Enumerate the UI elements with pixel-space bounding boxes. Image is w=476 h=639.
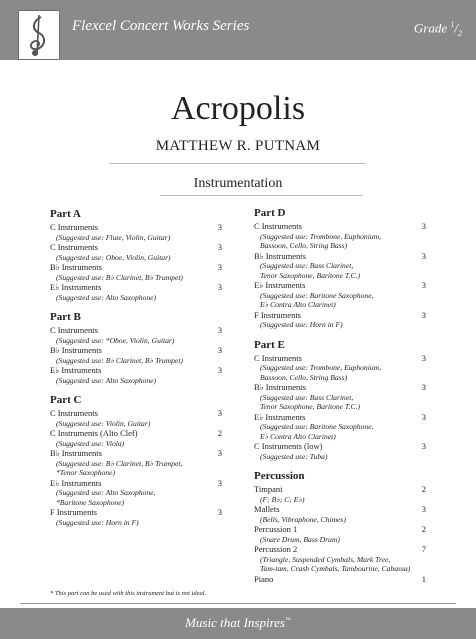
part-count: 3 — [217, 282, 222, 292]
suggested-use: (Suggested use: Tuba) — [260, 451, 328, 461]
instrument-name: Percussion 2 — [254, 544, 298, 554]
suggested-use: (Suggested use: Horn in F) — [260, 320, 343, 329]
instrument-name: C Instruments — [50, 325, 98, 335]
part-c — [50, 394, 222, 527]
grade-word: Grade — [413, 20, 448, 36]
instrument-name: F Instruments — [50, 507, 97, 517]
instrument-entry — [50, 222, 222, 242]
part-count: 3 — [421, 441, 426, 451]
part-b — [50, 311, 222, 385]
instrument-name: C Instruments — [50, 242, 98, 252]
instrument-name: E♭ Instruments — [254, 280, 306, 290]
part-count: 3 — [421, 382, 426, 392]
instrument-name: Mallets — [254, 504, 280, 514]
suggested-use: (Suggested use: *Oboe, Violin, Guitar) — [56, 335, 175, 345]
part-title: Part E — [254, 338, 285, 351]
suggested-use: (Suggested use: Bass Clarinet, Tenor Saxophone, Baritone T.C.) — [260, 261, 360, 280]
suggested-use: (Bells, Vibraphone, Chimes) — [260, 514, 346, 524]
part-count: 3 — [421, 309, 426, 320]
instrument-entry — [50, 282, 222, 302]
suggested-use: (Suggested use: Alto Saxophone) — [56, 292, 157, 302]
part-count: 3 — [421, 504, 426, 514]
part-title: Part C — [50, 394, 82, 406]
grade-label: Grade $^1/_2$ — [413, 20, 462, 38]
suggested-use: (Suggested use: Oboe, Violin, Guitar) — [56, 252, 171, 262]
instrument-entry — [254, 574, 426, 585]
instrument-entry — [254, 412, 426, 442]
footer-rule — [20, 603, 456, 604]
footer-tagline — [0, 615, 476, 631]
instrument-name: B♭ Instruments — [254, 250, 306, 261]
part-count: 3 — [217, 345, 222, 355]
instrument-name: B♭ Instruments — [50, 448, 102, 458]
instrument-entry — [254, 251, 426, 281]
suggested-use: (Suggested use: B♭ Clarinet, B♭ Trumpet) — [56, 355, 183, 365]
grade-denominator: 2 — [458, 28, 462, 38]
instrument-entry — [50, 365, 222, 385]
instrument-entry — [50, 242, 222, 262]
part-count: 3 — [421, 250, 426, 261]
series-title: Flexcel Concert Works Series — [72, 18, 250, 34]
part-count: 3 — [217, 408, 222, 418]
instrument-entry — [254, 504, 426, 524]
part-count: 2 — [421, 524, 426, 534]
instrument-name: Piano — [254, 573, 274, 584]
suggested-use: (Suggested use: Flute, Violin, Guitar) — [56, 232, 171, 242]
part-count: 7 — [421, 544, 426, 554]
instrument-entry — [254, 280, 426, 310]
suggested-use: (Suggested use: Horn in F) — [56, 517, 139, 527]
part-count: 3 — [217, 477, 222, 488]
part-count: 3 — [217, 262, 222, 272]
part-e — [254, 339, 426, 462]
part-count: 3 — [421, 352, 426, 363]
part-percussion — [254, 470, 426, 584]
part-count: 3 — [421, 280, 426, 290]
part-a — [50, 208, 222, 302]
divider — [160, 195, 362, 196]
instrument-entry — [50, 325, 222, 345]
footnote: * This part can be used with this instrument but is not ideal. — [50, 590, 207, 597]
part-title: Percussion — [254, 470, 305, 482]
piece-title: Acropolis — [170, 90, 306, 127]
instrument-name: B♭ Instruments — [254, 382, 306, 392]
instrument-entry — [50, 408, 222, 428]
instrument-entry — [254, 544, 426, 574]
instrument-entry — [50, 448, 222, 478]
suggested-use: (Triangle, Suspended Cymbals, Mark Tree, Tam-tam, Crash Cymbals, Tambourine, Cabassa) — [260, 554, 411, 573]
instrument-entry — [254, 524, 426, 544]
part-count: 3 — [217, 448, 222, 458]
part-count: 3 — [217, 242, 222, 252]
tagline-text: Music that Inspires — [185, 615, 285, 630]
instrument-name: E♭ Instruments — [254, 411, 306, 422]
part-count: 1 — [421, 573, 426, 584]
suggested-use: (Suggested use: Viola) — [56, 438, 125, 448]
series-logo — [18, 10, 60, 60]
instrument-entry — [50, 478, 222, 508]
instrument-entry — [254, 441, 426, 461]
suggested-use: (F; B♭; C; E♭) — [260, 494, 305, 504]
right-column — [254, 207, 426, 593]
suggested-use: (Snare Drum, Bass Drum) — [260, 534, 340, 544]
suggested-use: (Suggested use: B♭ Clarinet, B♭ Trumpet) — [56, 272, 183, 282]
suggested-use: (Suggested use: B♭ Clarinet, B♭ Trumpet, *Tenor Saxophone) — [56, 458, 183, 477]
part-count: 3 — [421, 411, 426, 422]
instrument-name: E♭ Instruments — [50, 282, 102, 292]
left-column — [50, 208, 222, 536]
instrument-name: C Instruments — [254, 352, 302, 363]
instrument-name: C Instruments — [50, 222, 98, 232]
instrument-name: C Instruments (low) — [254, 441, 323, 451]
instrumentation-heading: Instrumentation — [193, 176, 283, 191]
instrument-entry — [254, 484, 426, 504]
suggested-use: (Suggested use: Violin, Guitar) — [56, 418, 151, 428]
part-count: 2 — [217, 428, 222, 438]
suggested-use: (Suggested use: Bass Clarinet, Tenor Saxophone, Baritone T.C.) — [260, 392, 360, 411]
instrument-name: E♭ Instruments — [50, 365, 102, 375]
instrument-entry — [254, 353, 426, 383]
instrument-entry — [254, 221, 426, 251]
part-count: 3 — [217, 325, 222, 335]
part-count: 3 — [421, 221, 426, 231]
instrument-name: Percussion 1 — [254, 524, 298, 534]
instrument-entry — [254, 310, 426, 330]
instrument-name: C Instruments (Alto Clef) — [50, 428, 138, 438]
divider — [110, 163, 366, 164]
suggested-use: (Suggested use: Trombone, Euphonium, Bassoon, Cello, String Bass) — [260, 231, 381, 250]
suggested-use: (Suggested use: Baritone Saxophone, E♭ Contra Alto Clarinet) — [260, 290, 374, 309]
part-d — [254, 207, 426, 330]
suggested-use: (Suggested use: Alto Saxophone, *Baritone Saxophone) — [56, 488, 156, 507]
grade-numerator: 1 — [450, 20, 455, 29]
part-title: Part B — [50, 311, 81, 323]
part-title: Part A — [50, 208, 81, 220]
part-count: 3 — [217, 365, 222, 375]
instrument-entry — [50, 262, 222, 282]
part-count: 3 — [217, 507, 222, 517]
part-count: 3 — [217, 222, 222, 232]
instrument-entry — [254, 382, 426, 412]
part-title: Part D — [254, 207, 286, 219]
suggested-use: (Suggested use: Baritone Saxophone, E♭ Contra Alto Clarinet) — [260, 422, 374, 441]
instrument-name: E♭ Instruments — [50, 477, 102, 488]
suggested-use: (Suggested use: Trombone, Euphonium, Bassoon, Cello, String Bass) — [260, 363, 381, 382]
part-count: 2 — [421, 484, 426, 494]
instrument-name: Timpani — [254, 484, 283, 494]
instrument-name: C Instruments — [254, 221, 302, 231]
instrument-entry — [50, 345, 222, 365]
instrument-entry — [50, 507, 222, 527]
instrument-name: B♭ Instruments — [50, 262, 102, 272]
composer-name: MATTHEW R. PUTNAM — [155, 138, 321, 154]
suggested-use: (Suggested use: Alto Saxophone) — [56, 375, 157, 385]
trademark-mark: ™ — [285, 617, 291, 624]
clef-g-icon — [19, 11, 59, 59]
instrument-entry — [50, 428, 222, 448]
instrument-name: F Instruments — [254, 309, 301, 320]
instrument-name: C Instruments — [50, 408, 98, 418]
instrument-name: B♭ Instruments — [50, 345, 102, 355]
